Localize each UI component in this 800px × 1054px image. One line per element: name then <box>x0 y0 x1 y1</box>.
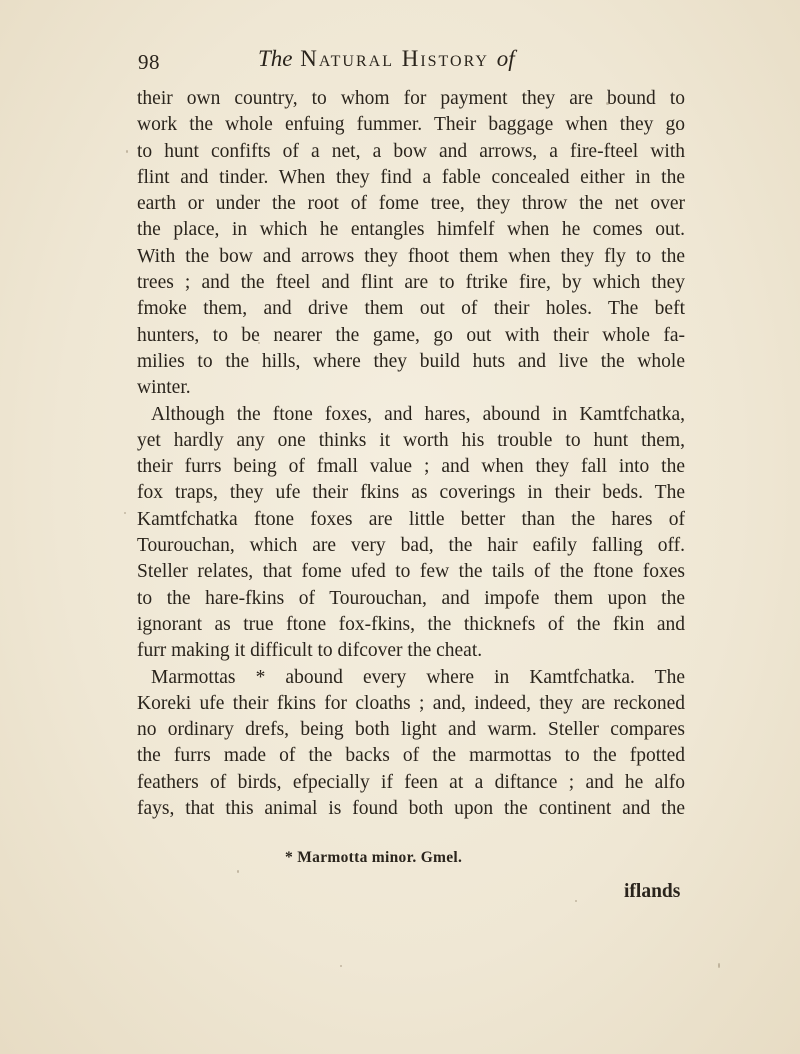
text-line: their furrs being of fmall value ; and when they fall into the <box>137 456 685 478</box>
text-line: ignorant as true ftone fox-fkins, the thicknefs of the fkin and <box>137 613 685 635</box>
paper-speck <box>606 102 609 105</box>
text-line: With the bow and arrows they fhoot them when they fly to the <box>137 245 685 267</box>
text-line: Although the ftone foxes, and hares, abound in Kamtfchatka, <box>151 403 685 425</box>
text-line: furr making it difficult to difcover the cheat. <box>137 640 483 662</box>
text-line: to the hare-fkins of Tourouchan, and impofe them upon the <box>137 587 685 609</box>
text-line: Marmottas * abound every where in Kamtfchatka. The <box>151 666 685 688</box>
paper-speck <box>575 900 577 902</box>
running-title-main: Natural History <box>300 46 489 71</box>
text-line: feathers of birds, efpecially if feen at a diftance ; and he alfo <box>137 771 685 793</box>
text-line: to hunt confifts of a net, a bow and arrows, a fire-fteel with <box>137 140 685 162</box>
text-line: milies to the hills, where they build huts and live the whole <box>137 350 685 372</box>
text-line: winter. <box>137 377 191 399</box>
text-line: earth or under the root of fome tree, they throw the net over <box>137 193 685 215</box>
text-line: fays, that this animal is found both upon the continent and the <box>137 798 685 820</box>
text-line: Tourouchan, which are very bad, the hair eafily falling off. <box>137 535 685 557</box>
text-line: trees ; and the fteel and flint are to ftrike fire, by which they <box>137 272 685 294</box>
text-line: yet hardly any one thinks it worth his trouble to hunt them, <box>137 429 685 451</box>
text-line: hunters, to be nearer the game, go out with their whole fa- <box>137 324 685 346</box>
text-line: the furrs made of the backs of the marmottas to the fpotted <box>137 745 685 767</box>
text-line: the place, in which he entangles himfelf when he comes out. <box>137 219 685 241</box>
running-header <box>138 46 686 80</box>
footnote: * Marmotta minor. Gmel. <box>285 849 463 866</box>
paper-speck <box>258 342 260 344</box>
text-line: Steller relates, that fome ufed to few the tails of the ftone foxes <box>137 561 685 583</box>
catchword: iflands <box>624 881 681 902</box>
text-line: Kamtfchatka ftone foxes are little better than the hares of <box>137 508 685 530</box>
paper-speck <box>237 870 239 873</box>
text-line: Koreki ufe their fkins for cloaths ; and, indeed, they are reckoned <box>137 692 685 714</box>
text-line: fmoke them, and drive them out of their holes. The beft <box>137 298 685 320</box>
running-title-suffix: of <box>496 46 515 71</box>
text-line: no ordinary drefs, being both light and warm. Steller compares <box>137 719 685 741</box>
paper-speck <box>340 965 342 967</box>
text-line: fox traps, they ufe their fkins as coverings in their beds. The <box>137 482 685 504</box>
body-text <box>137 86 685 822</box>
page-number: 98 <box>138 50 160 74</box>
text-line: their own country, to whom for payment they are bound to <box>137 88 685 109</box>
running-title <box>258 46 515 72</box>
text-line: flint and tinder. When they find a fable concealed either in the <box>137 166 685 188</box>
paper-speck <box>126 150 128 153</box>
paper-speck <box>124 512 126 514</box>
running-title-prefix: The <box>258 46 293 71</box>
text-line: work the whole enfuing fummer. Their baggage when they go <box>137 114 685 136</box>
paper-speck <box>718 963 720 968</box>
